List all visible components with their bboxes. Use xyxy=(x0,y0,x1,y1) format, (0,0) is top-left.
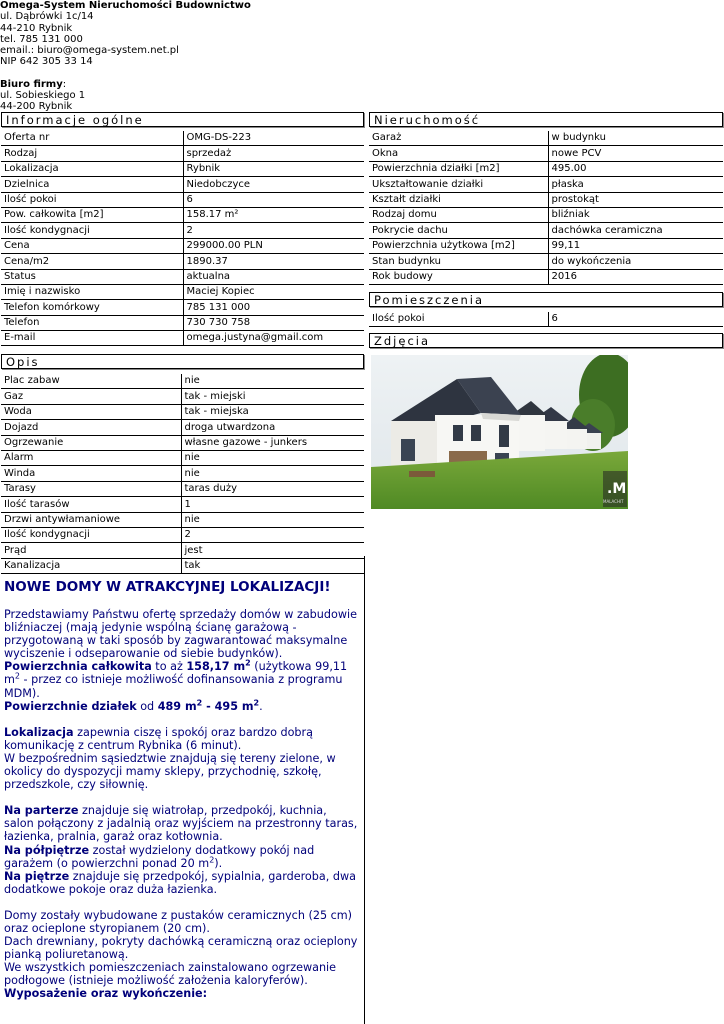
property-row-value: 2016 xyxy=(548,269,723,284)
svg-text:.M: .M xyxy=(607,481,627,497)
plot-paragraph: Powierzchnie działek od 489 $m^2 - 495$ $m^2$. xyxy=(4,697,263,713)
property-row-value: bliźniak xyxy=(548,207,723,222)
general-row-label: Cena xyxy=(1,238,183,253)
general-row-label: Pow. całkowita [m2] xyxy=(1,207,183,222)
features-row-label: Prąd xyxy=(1,543,181,558)
house-image xyxy=(371,355,628,509)
features-row xyxy=(1,543,364,558)
features-row xyxy=(1,435,364,450)
general-row-label: Cena/m2 xyxy=(1,254,183,269)
general-row xyxy=(1,207,364,222)
features-row-value: nie xyxy=(181,466,364,481)
intro-paragraph: Przedstawiamy Państwu ofertę sprzedaży domów w zabudowie bliźniaczej (mają jedynie wspólną ścianę garażową - przygotowaną w taki sposób by zagwarantować maksymalne wyciszenie i odseparowanie od siebie budynków). xyxy=(4,608,357,661)
property-row xyxy=(369,207,723,222)
features-row xyxy=(1,389,364,404)
company-name: Omega-System Nieruchomości Budownictwo xyxy=(0,0,251,11)
mezzanine-paragraph: Na półpiętrze został wydzielony dodatkowy pokój nad garażem (o powierzchni ponad 20 $m^2$). xyxy=(4,843,315,870)
general-row xyxy=(1,161,364,176)
features-row-value: nie xyxy=(181,450,364,465)
property-row-label: Ukształtowanie działki xyxy=(369,177,548,192)
office-label: Biuro firmy xyxy=(0,78,63,90)
features-row xyxy=(1,450,364,465)
features-row-label: Ilość tarasów xyxy=(1,497,181,512)
features-row-label: Dojazd xyxy=(1,420,181,435)
general-row xyxy=(1,238,364,253)
rooms-row-label: Ilość pokoi xyxy=(369,312,548,327)
general-row-label: Imię i nazwisko xyxy=(1,284,183,299)
features-row-label: Drzwi antywłamaniowe xyxy=(1,512,181,527)
company-header xyxy=(0,0,251,113)
description-border xyxy=(364,556,365,1024)
features-row-label: Ogrzewanie xyxy=(1,435,181,450)
general-row-label: Telefon xyxy=(1,315,183,330)
general-row-label: Lokalizacja xyxy=(1,161,183,176)
general-row-label: Telefon komórkowy xyxy=(1,300,183,315)
general-row xyxy=(1,300,364,315)
location-paragraph-2: W bezpośrednim sąsiedztwie znajdują się tereny zielone, w okolicy do dyspozycji mamy sklepy, przychodnię, szkołę, przedszkole, czy siłownię. xyxy=(4,751,336,792)
general-row xyxy=(1,254,364,269)
company-phone: tel. 785 131 000 xyxy=(0,33,83,45)
property-row-value: do wykończenia xyxy=(548,254,723,269)
general-row-value: OMG-DS-223 xyxy=(183,131,364,146)
features-row-label: Kanalizacja xyxy=(1,558,181,573)
description-text xyxy=(4,580,359,1001)
location-paragraph: Lokalizacja zapewnia ciszę i spokój oraz bardzo dobrą komunikację z centrum Rybnika (6 minut). xyxy=(4,725,313,752)
property-photo[interactable] xyxy=(371,355,628,509)
features-table xyxy=(1,374,364,574)
general-row-value: Rybnik xyxy=(183,161,364,176)
general-row xyxy=(1,269,364,284)
general-row xyxy=(1,192,364,207)
area-paragraph: Powierzchnia całkowita to aż 158,17 $m^2$ (użytkowa 99,11 $m^2$ - przez co istnieje możliwość dofinansowania z programu MDM). xyxy=(4,658,348,700)
features-row-value: własne gazowe - junkers xyxy=(181,435,364,450)
office-heading xyxy=(0,79,251,90)
property-row xyxy=(369,238,723,253)
general-row-label: Status xyxy=(1,269,183,284)
property-row-label: Okna xyxy=(369,146,548,161)
walls-paragraph: Domy zostały wybudowane z pustaków ceramicznych (25 cm) oraz ocieplone styropianem (20 cm). xyxy=(4,908,353,935)
property-row-value: prostokąt xyxy=(548,192,723,207)
general-row-value: 299000.00 PLN xyxy=(183,238,364,253)
property-row-value: 495.00 xyxy=(548,161,723,176)
general-row-label: Ilość kondygnacji xyxy=(1,223,183,238)
roof-paragraph: Dach drewniany, pokryty dachówką ceramiczną oraz ocieplony pianką poliuretanową. xyxy=(4,935,358,962)
office-colon: : xyxy=(62,78,67,90)
general-row xyxy=(1,331,364,346)
general-row-label: Dzielnica xyxy=(1,177,183,192)
features-row-value: 2 xyxy=(181,527,364,542)
features-row xyxy=(1,420,364,435)
general-info-table xyxy=(1,131,364,346)
general-row-label: Ilość pokoi xyxy=(1,192,183,207)
company-city: 44-210 Rybnik xyxy=(0,22,73,34)
property-row-value: w budynku xyxy=(548,131,723,146)
office-street: ul. Sobieskiego 1 xyxy=(0,90,86,102)
property-row xyxy=(369,269,723,284)
features-row xyxy=(1,558,364,573)
rooms-table xyxy=(369,312,723,327)
features-row-label: Woda xyxy=(1,404,181,419)
section-title-general: Informacje ogólne xyxy=(1,112,364,127)
property-row-value: dachówka ceramiczna xyxy=(548,223,723,238)
features-row-label: Tarasy xyxy=(1,481,181,496)
features-row-label: Winda xyxy=(1,466,181,481)
general-row-value: 158.17 m² xyxy=(183,207,364,222)
general-row xyxy=(1,177,364,192)
features-row-label: Alarm xyxy=(1,450,181,465)
property-row-label: Rodzaj domu xyxy=(369,207,548,222)
general-row-value: Niedobczyce xyxy=(183,177,364,192)
features-row-value: tak - miejska xyxy=(181,404,364,419)
general-row-label: Rodzaj xyxy=(1,146,183,161)
rooms-row xyxy=(369,312,723,327)
property-row-label: Powierzchnia użytkowa [m2] xyxy=(369,238,548,253)
property-row-label: Rok budowy xyxy=(369,269,548,284)
property-row-label: Powierzchnia działki [m2] xyxy=(369,161,548,176)
section-title-rooms: Pomieszczenia xyxy=(369,292,723,307)
general-row-value: 785 131 000 xyxy=(183,300,364,315)
general-row xyxy=(1,131,364,146)
general-row-label: Oferta nr xyxy=(1,131,183,146)
property-row-label: Kształt działki xyxy=(369,192,548,207)
section-title-property: Nieruchomość xyxy=(369,112,723,127)
property-row-value: płaska xyxy=(548,177,723,192)
property-row xyxy=(369,161,723,176)
features-row xyxy=(1,466,364,481)
features-row xyxy=(1,497,364,512)
general-row-value: sprzedaż xyxy=(183,146,364,161)
features-row-value: taras duży xyxy=(181,481,364,496)
features-row-value: tak - miejski xyxy=(181,389,364,404)
features-row xyxy=(1,404,364,419)
general-row-value: 1890.37 xyxy=(183,254,364,269)
property-table xyxy=(369,131,723,285)
features-row-value: nie xyxy=(181,374,364,389)
features-row xyxy=(1,527,364,542)
property-row-value: 99,11 xyxy=(548,238,723,253)
features-row-value: droga utwardzona xyxy=(181,420,364,435)
property-row-label: Garaż xyxy=(369,131,548,146)
general-row-value: omega.justyna@gmail.com xyxy=(183,331,364,346)
heating-paragraph: We wszystkich pomieszczeniach zainstalowano ogrzewanie podłogowe (istnieje możliwość założenia kaloryferów). xyxy=(4,961,337,988)
company-nip: NIP 642 305 33 14 xyxy=(0,56,93,68)
property-row-value: nowe PCV xyxy=(548,146,723,161)
general-row-value: aktualna xyxy=(183,269,364,284)
general-row xyxy=(1,284,364,299)
property-row xyxy=(369,177,723,192)
general-row xyxy=(1,315,364,330)
features-row-label: Ilość kondygnacji xyxy=(1,527,181,542)
features-row xyxy=(1,481,364,496)
svg-text:MALACHIT: MALACHIT xyxy=(603,499,624,504)
general-row xyxy=(1,146,364,161)
property-row xyxy=(369,254,723,269)
features-row xyxy=(1,374,364,389)
company-email: email.: biuro@omega-system.net.pl xyxy=(0,45,179,57)
company-street: ul. Dąbrówki 1c/14 xyxy=(0,11,94,23)
section-title-photos: Zdjęcia xyxy=(369,333,723,348)
property-row xyxy=(369,223,723,238)
general-row-value: 730 730 758 xyxy=(183,315,364,330)
features-row xyxy=(1,512,364,527)
property-row-label: Pokrycie dachu xyxy=(369,223,548,238)
headline: NOWE DOMY W ATRAKCYJNEJ LOKALIZACJI! xyxy=(4,579,331,595)
office-city: 44-200 Rybnik xyxy=(0,101,73,113)
property-row xyxy=(369,192,723,207)
equipment-heading: Wyposażenie oraz wykończenie: xyxy=(4,987,208,1001)
property-row-label: Stan budynku xyxy=(369,254,548,269)
features-row-value: tak xyxy=(181,558,364,573)
general-row-value: Maciej Kopiec xyxy=(183,284,364,299)
features-row-label: Plac zabaw xyxy=(1,374,181,389)
property-row xyxy=(369,146,723,161)
section-title-description: Opis xyxy=(1,354,364,369)
general-row xyxy=(1,223,364,238)
general-row-value: 6 xyxy=(183,192,364,207)
rooms-row-value: 6 xyxy=(548,312,723,327)
features-row-value: nie xyxy=(181,512,364,527)
features-row-label: Gaz xyxy=(1,389,181,404)
property-row xyxy=(369,131,723,146)
features-row-value: jest xyxy=(181,543,364,558)
features-row-value: 1 xyxy=(181,497,364,512)
ground-floor-paragraph: Na parterze znajduje się wiatrołap, przedpokój, kuchnia, salon połączony z jadalnią oraz wyjściem na przestronny taras, łazienka, pralnia, garaż oraz kotłownia. xyxy=(4,804,358,844)
general-row-value: 2 xyxy=(183,223,364,238)
first-floor-paragraph: Na piętrze znajduje się przedpokój, sypialnia, garderoba, dwa dodatkowe pokoje oraz duża łazienka. xyxy=(4,869,356,896)
general-row-label: E-mail xyxy=(1,331,183,346)
